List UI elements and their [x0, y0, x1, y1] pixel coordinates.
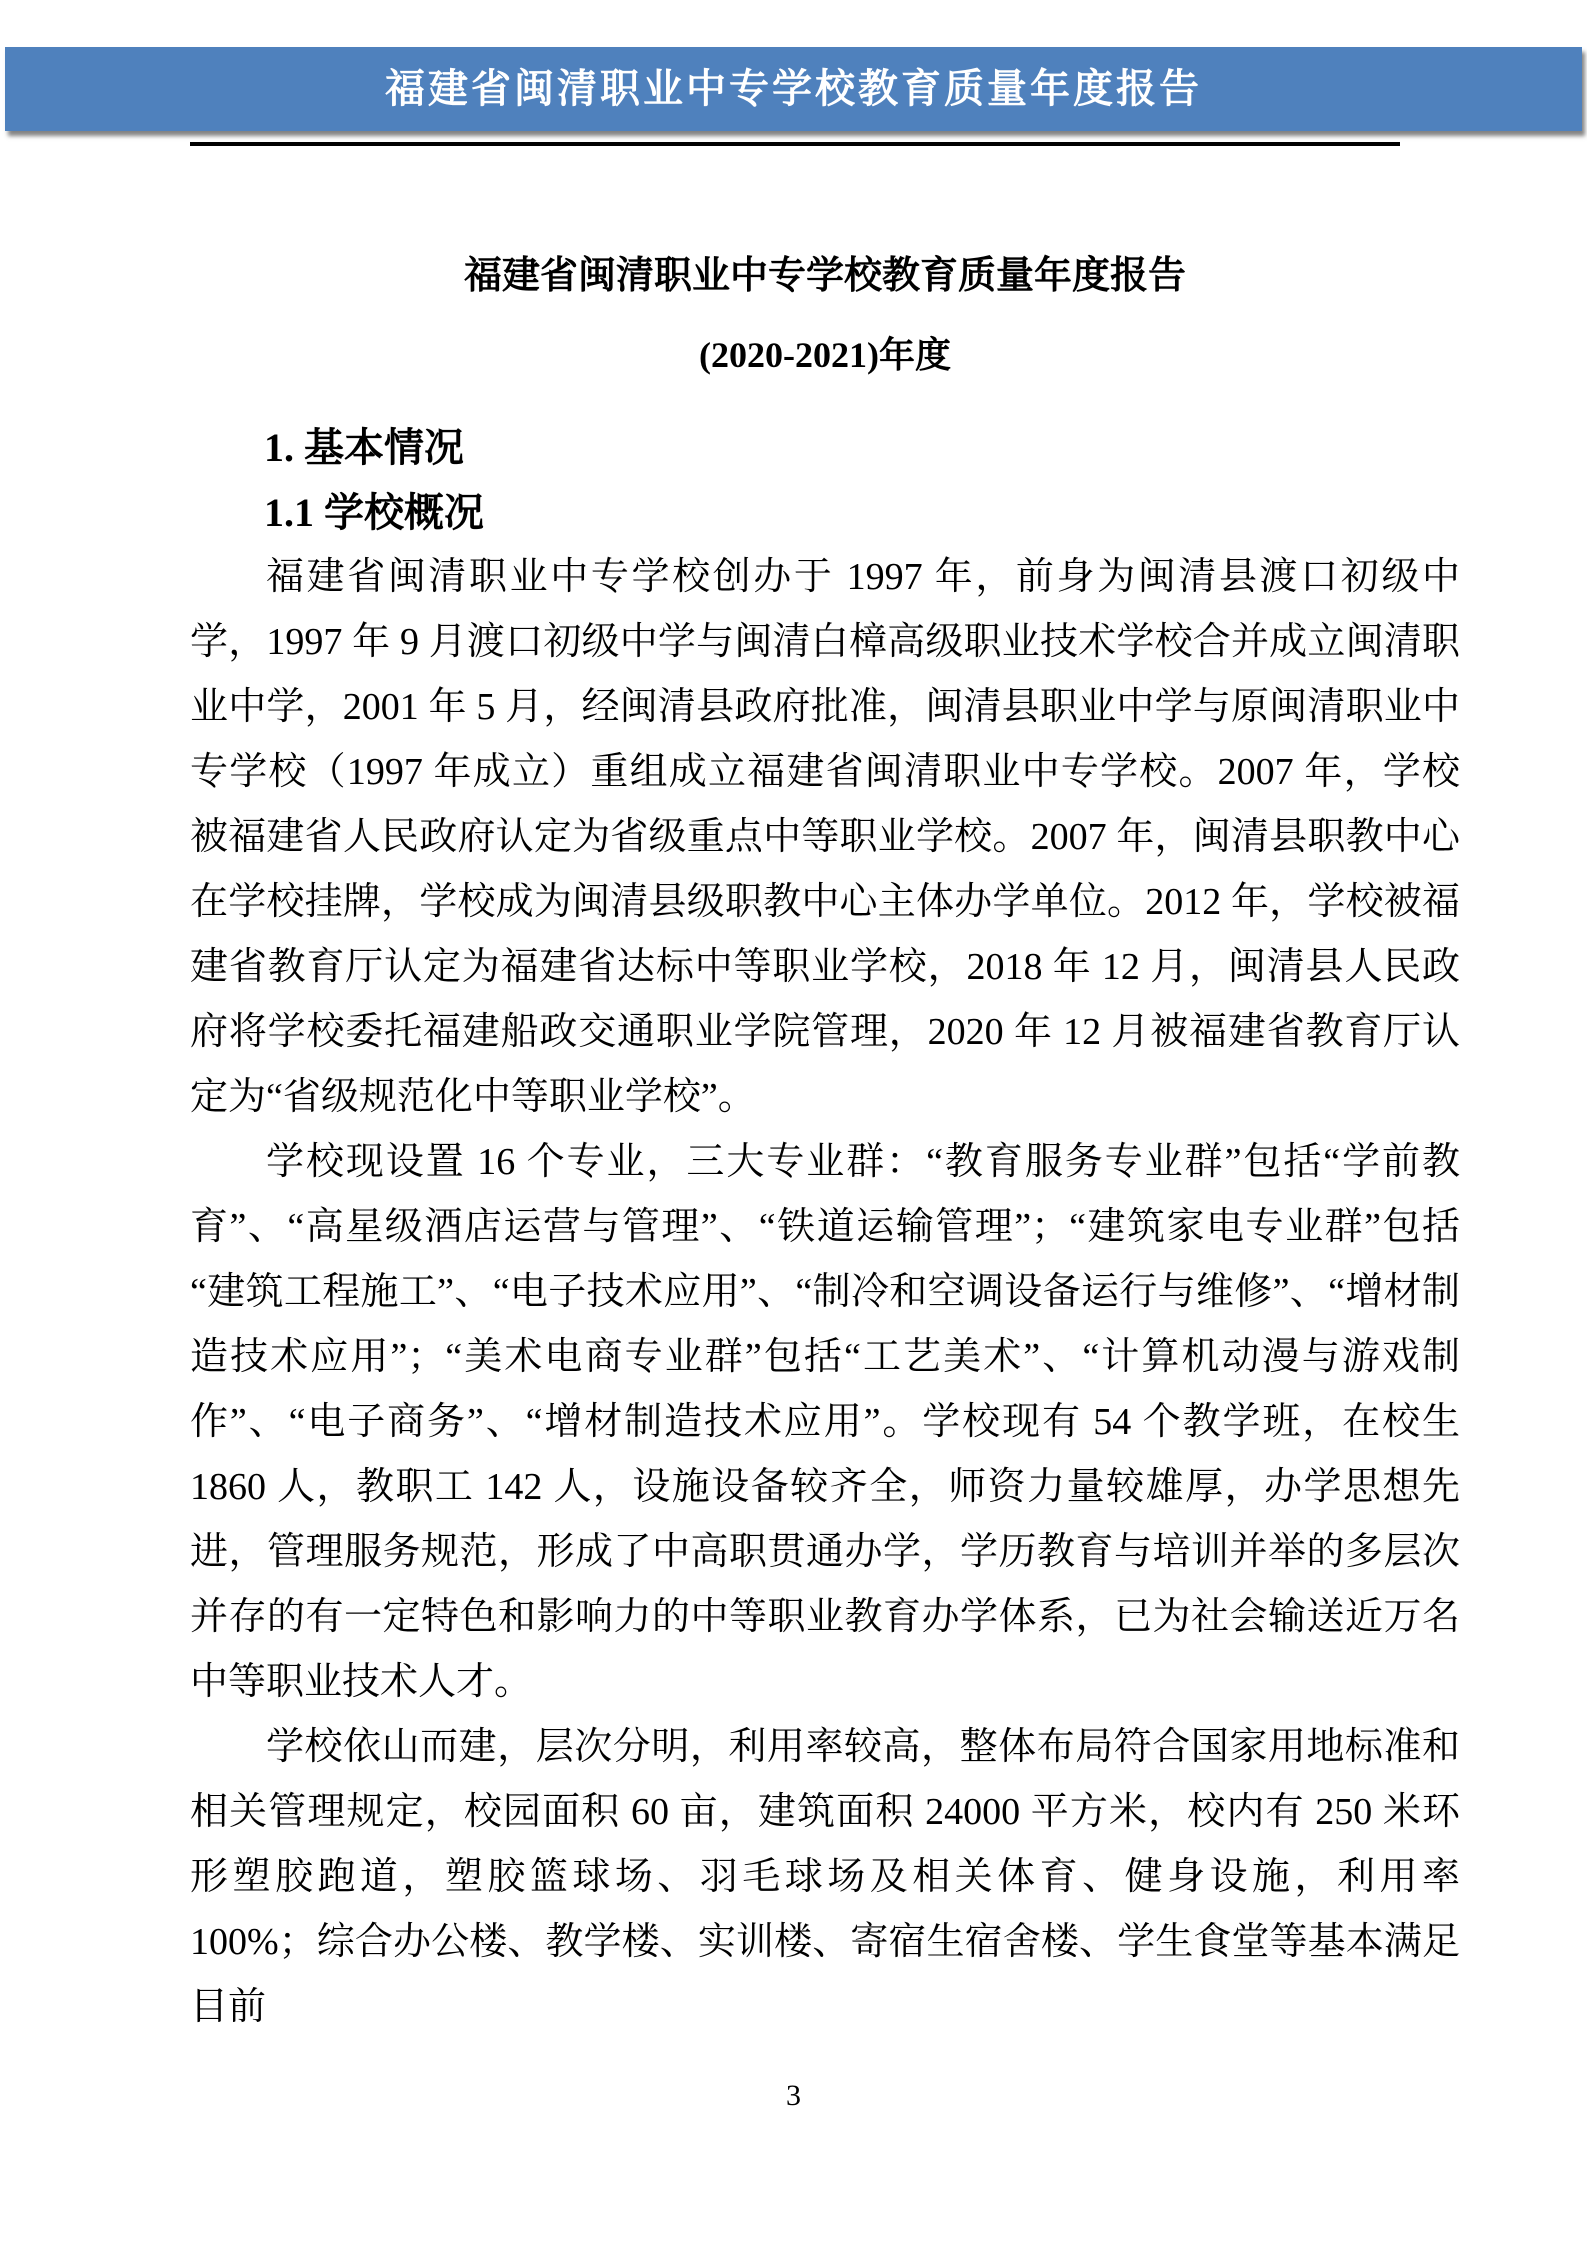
- paragraph-majors-and-scale: 学校现设置 16 个专业，三大专业群：“教育服务专业群”包括“学前教育”、“高星级酒店运营与管理”、“铁道运输管理”；“建筑家电专业群”包括“建筑工程施工”、“电子技术应用”、“制冷和空调设备运行与维修”、“增材制造技术应用”；“美术电商专业群”包括“工艺美术”、“计算机动漫与游戏制作”、“电子商务”、“增材制造技术应用”。学校现有 54 个教学班，在校生 1860 人，教职工 142 人，设施设备较齐全，师资力量较雄厚，办学思想先进，管理服务规范，形成了中高职贯通办学，学历教育与培训并举的多层次并存的有一定特色和影响力的中等职业教育办学体系，已为社会输送近万名中等职业技术人才。: [190, 1141, 1460, 1703]
- subsection-heading-school-overview: 1.1 学校概况: [264, 490, 484, 535]
- document-title: 福建省闽清职业中专学校教育质量年度报告: [463, 255, 1186, 297]
- document-body: [190, 0, 1460, 2040]
- paragraph-school-history: 福建省闽清职业中专学校创办于 1997 年，前身为闽清县渡口初级中学，1997 年 9 月渡口初级中学与闽清白樟高级职业技术学校合并成立闽清职业中学，2001 年 5 月，经闽清县政府批准，闽清县职业中学与原闽清职业中专学校（1997 年成立）重组成立福建省闽清职业中专学校。2007 年，学校被福建省人民政府认定为省级重点中等职业学校。2007 年，闽清县职教中心在学校挂牌，学校成为闽清县级职教中心主体办学单位。2012 年，学校被福建省教育厅认定为福建省达标中等职业学校，2018 年 12 月，闽清县人民政府将学校委托福建船政交通职业学院管理，2020 年 12 月被福建省教育厅认定为“省级规范化中等职业学校”。: [190, 556, 1460, 1118]
- page-number: 3: [786, 2079, 801, 2112]
- header-band-title: 福建省闽清职业中专学校教育质量年度报告: [385, 66, 1202, 111]
- document-subtitle: (2020-2021)年度: [699, 335, 951, 375]
- section-heading-basic-situation: 1. 基本情况: [264, 425, 464, 470]
- paragraph-campus-facilities: 学校依山而建，层次分明，利用率较高，整体布局符合国家用地标准和相关管理规定，校园面积 60 亩，建筑面积 24000 平方米，校内有 250 米环形塑胶跑道，塑胶篮球场、羽毛球场及相关体育、健身设施，利用率 100%；综合办公楼、教学楼、实训楼、寄宿生宿舍楼、学生食堂等基本满足目前: [190, 1726, 1460, 2028]
